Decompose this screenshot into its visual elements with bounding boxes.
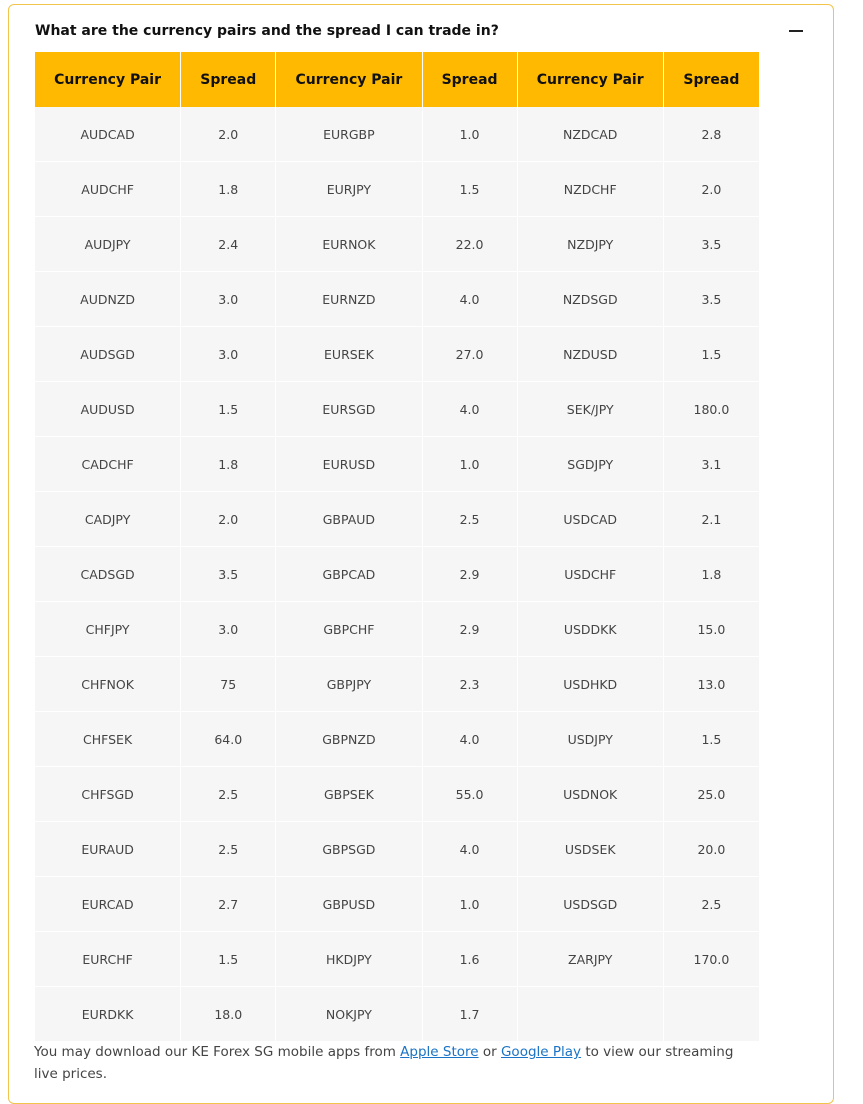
spread-cell: 2.9	[423, 547, 518, 602]
spread-cell: 4.0	[423, 712, 518, 767]
header-spread: Spread	[423, 52, 518, 107]
spread-cell: 2.5	[181, 822, 276, 877]
google-play-link[interactable]: Google Play	[500, 1044, 582, 1060]
spread-cell: 1.0	[423, 437, 518, 492]
spread-cell: 3.0	[181, 327, 276, 382]
currency-pair-cell: AUDNZD	[35, 272, 181, 327]
currency-pair-cell: NZDSGD	[518, 272, 664, 327]
spread-cell: 22.0	[423, 217, 518, 272]
spread-cell: 1.5	[423, 162, 518, 217]
table-row	[35, 877, 759, 932]
header-spread: Spread	[664, 52, 759, 107]
spread-cell: 170.0	[664, 932, 759, 987]
minus-icon	[789, 30, 803, 32]
table-row	[35, 382, 759, 437]
table-row	[35, 547, 759, 602]
spread-cell: 1.8	[181, 162, 276, 217]
table-row	[35, 437, 759, 492]
spread-cell: 3.0	[181, 272, 276, 327]
currency-pair-cell: EURCAD	[35, 877, 181, 932]
spread-cell: 2.4	[181, 217, 276, 272]
footer-text: You may download our KE Forex SG mobile apps from	[34, 1044, 401, 1060]
table-row	[35, 657, 759, 712]
currency-pair-cell: AUDCAD	[35, 107, 181, 162]
spread-cell: 1.6	[423, 932, 518, 987]
spread-cell: 25.0	[664, 767, 759, 822]
spread-cell: 3.5	[664, 272, 759, 327]
spread-cell: 1.5	[181, 382, 276, 437]
spread-cell: 2.7	[181, 877, 276, 932]
header-currency-pair: Currency Pair	[35, 52, 181, 107]
spread-cell: 3.1	[664, 437, 759, 492]
spread-cell: 2.0	[664, 162, 759, 217]
currency-pair-cell: CADSGD	[35, 547, 181, 602]
footer-note	[34, 1041, 754, 1085]
currency-pair-cell: NZDCAD	[518, 107, 664, 162]
spread-cell: 64.0	[181, 712, 276, 767]
spread-cell: 18.0	[181, 987, 276, 1042]
currency-pair-cell: USDHKD	[518, 657, 664, 712]
currency-pair-cell: USDSGD	[518, 877, 664, 932]
table-row	[35, 932, 759, 987]
spread-cell: 2.0	[181, 492, 276, 547]
table-row	[35, 602, 759, 657]
currency-pair-cell: USDNOK	[518, 767, 664, 822]
currency-pair-cell: CADCHF	[35, 437, 181, 492]
currency-pair-cell: EURSGD	[276, 382, 422, 437]
spread-cell: 2.5	[664, 877, 759, 932]
currency-pair-cell: ZARJPY	[518, 932, 664, 987]
spread-cell: 1.0	[423, 107, 518, 162]
table-header-row	[35, 52, 759, 107]
currency-pair-cell: GBPAUD	[276, 492, 422, 547]
table-row	[35, 987, 759, 1042]
currency-pair-cell: CHFNOK	[35, 657, 181, 712]
spread-cell: 1.5	[664, 327, 759, 382]
header-currency-pair: Currency Pair	[518, 52, 664, 107]
spread-cell: 2.8	[664, 107, 759, 162]
spread-cell: 4.0	[423, 382, 518, 437]
spread-cell: 180.0	[664, 382, 759, 437]
spread-cell: 15.0	[664, 602, 759, 657]
table-row	[35, 217, 759, 272]
spread-cell: 3.5	[664, 217, 759, 272]
currency-pair-cell: USDDKK	[518, 602, 664, 657]
spread-cell: 3.0	[181, 602, 276, 657]
spread-cell: 1.5	[664, 712, 759, 767]
collapse-button[interactable]	[783, 17, 809, 43]
currency-pair-cell: SGDJPY	[518, 437, 664, 492]
currency-pair-cell: EURJPY	[276, 162, 422, 217]
spread-cell: 1.8	[664, 547, 759, 602]
currency-pair-cell: NZDCHF	[518, 162, 664, 217]
spread-cell: 1.0	[423, 877, 518, 932]
table-row	[35, 272, 759, 327]
table-row	[35, 822, 759, 877]
table-row	[35, 327, 759, 382]
spread-cell: 13.0	[664, 657, 759, 712]
currency-pair-cell: AUDCHF	[35, 162, 181, 217]
currency-pair-cell: USDCHF	[518, 547, 664, 602]
table-row	[35, 712, 759, 767]
currency-pair-cell: GBPSGD	[276, 822, 422, 877]
currency-pair-cell: NOKJPY	[276, 987, 422, 1042]
spread-cell: 2.9	[423, 602, 518, 657]
currency-pair-cell: HKDJPY	[276, 932, 422, 987]
currency-pair-cell: EURNOK	[276, 217, 422, 272]
spread-cell: 2.0	[181, 107, 276, 162]
spread-cell: 3.5	[181, 547, 276, 602]
currency-pair-cell: USDJPY	[518, 712, 664, 767]
table-row	[35, 162, 759, 217]
table-row	[35, 492, 759, 547]
spread-cell: 2.5	[423, 492, 518, 547]
spread-cell: 2.3	[423, 657, 518, 712]
currency-pair-cell: GBPNZD	[276, 712, 422, 767]
currency-spread-table	[35, 52, 759, 1042]
spread-cell: 1.8	[181, 437, 276, 492]
spread-cell: 75	[181, 657, 276, 712]
spread-cell: 4.0	[423, 272, 518, 327]
currency-pair-cell: GBPSEK	[276, 767, 422, 822]
currency-pair-cell: GBPUSD	[276, 877, 422, 932]
currency-pair-cell: CHFJPY	[35, 602, 181, 657]
spread-cell	[664, 987, 759, 1042]
currency-pair-cell: EURGBP	[276, 107, 422, 162]
spread-cell: 4.0	[423, 822, 518, 877]
currency-pair-cell: GBPCHF	[276, 602, 422, 657]
spread-cell: 55.0	[423, 767, 518, 822]
currency-pair-cell: EURAUD	[35, 822, 181, 877]
spread-cell: 1.5	[181, 932, 276, 987]
table-row	[35, 107, 759, 162]
currency-pair-cell: EURDKK	[35, 987, 181, 1042]
currency-pair-cell: AUDUSD	[35, 382, 181, 437]
faq-question-title[interactable]: What are the currency pairs and the spread I can trade in?	[35, 23, 499, 39]
currency-pair-cell: EURNZD	[276, 272, 422, 327]
currency-pair-cell: EURCHF	[35, 932, 181, 987]
currency-pair-cell: GBPJPY	[276, 657, 422, 712]
currency-pair-cell: GBPCAD	[276, 547, 422, 602]
header-currency-pair: Currency Pair	[276, 52, 422, 107]
spread-cell: 2.1	[664, 492, 759, 547]
header-spread: Spread	[181, 52, 276, 107]
currency-pair-cell: NZDUSD	[518, 327, 664, 382]
currency-pair-cell: AUDSGD	[35, 327, 181, 382]
spread-cell: 20.0	[664, 822, 759, 877]
spread-cell: 1.7	[423, 987, 518, 1042]
currency-pair-cell: CADJPY	[35, 492, 181, 547]
currency-pair-cell: CHFSGD	[35, 767, 181, 822]
table-row	[35, 767, 759, 822]
spread-cell: 27.0	[423, 327, 518, 382]
currency-pair-cell: EURUSD	[276, 437, 422, 492]
currency-pair-cell: CHFSEK	[35, 712, 181, 767]
spread-cell: 2.5	[181, 767, 276, 822]
currency-pair-cell: USDCAD	[518, 492, 664, 547]
currency-pair-cell: USDSEK	[518, 822, 664, 877]
currency-pair-cell: SEK/JPY	[518, 382, 664, 437]
footer-text: to view our streaming live prices.	[34, 1044, 734, 1082]
currency-pair-cell: EURSEK	[276, 327, 422, 382]
footer-text: or	[478, 1044, 501, 1060]
apple-store-link[interactable]: Apple Store	[400, 1044, 479, 1060]
currency-pair-cell: AUDJPY	[35, 217, 181, 272]
currency-pair-cell	[518, 987, 664, 1042]
currency-pair-cell: NZDJPY	[518, 217, 664, 272]
